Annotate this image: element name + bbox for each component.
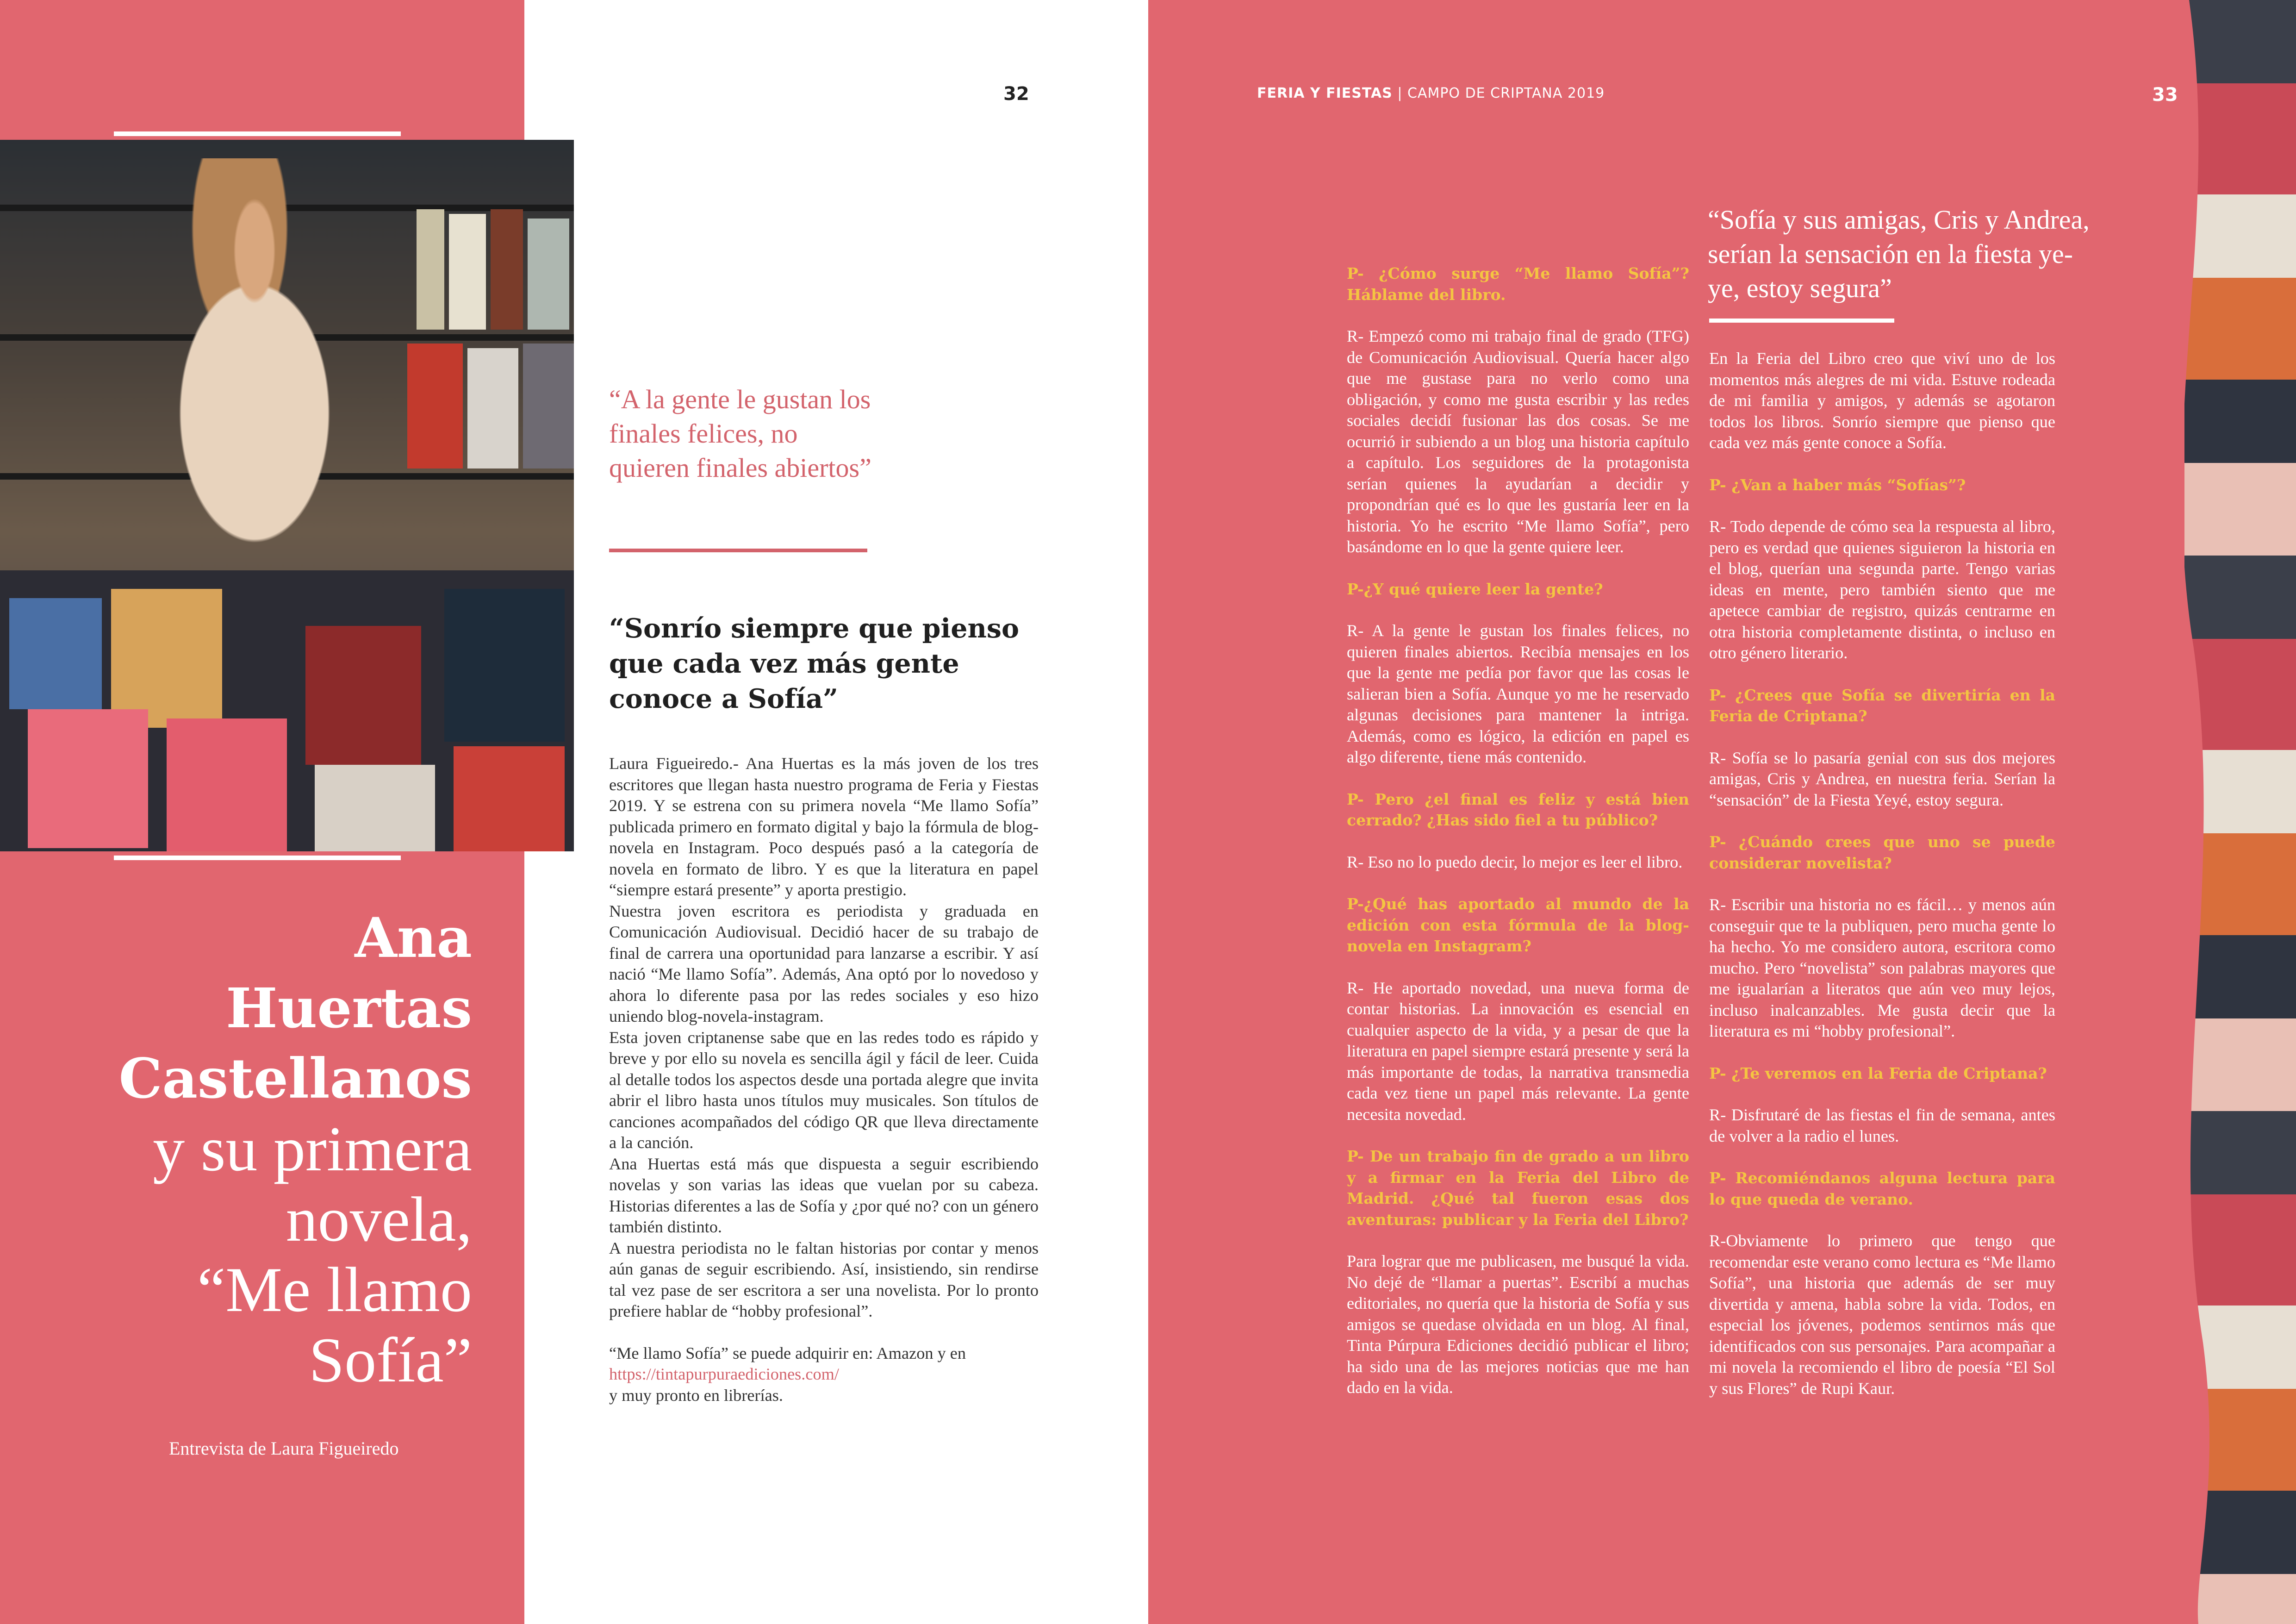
book <box>449 214 486 330</box>
question: P- ¿Te veremos en la Feria de Criptana? <box>1709 1064 2047 1082</box>
title-light-line: “Me llamo <box>197 1254 472 1325</box>
question: P- Recomiéndanos alguna lectura para lo que queda de verano. <box>1709 1169 2055 1208</box>
book <box>491 209 523 330</box>
publisher-link[interactable]: https://tintapurpuraediciones.com/ <box>609 1365 839 1383</box>
body-paragraph: Nuestra joven escritora es periodista y graduada en Comunicación Audiovisual. Decidió hacer de su trabajo de final de carrera una oportunidad para lanzarse a escribir. Y así nació “Me llamo Sofía”. Además, Ana optó por lo novedoso y ahora lo diferente pasa por las redes sociales y eso hizo uniendo blog-novela-instagram. <box>609 901 1039 1025</box>
book <box>467 348 518 468</box>
author-signing-photo <box>0 140 574 851</box>
book <box>454 746 565 851</box>
author-figure <box>106 158 403 621</box>
book <box>167 718 287 851</box>
photo-frame-line <box>114 856 401 860</box>
book <box>315 765 435 851</box>
title-bold-line: Castellanos <box>118 1046 472 1111</box>
answer: R- Empezó como mi trabajo final de grado (TFG) de Comunicación Audiovisual. Quería hacer algo que me gustase para no verlo como una obligación, y como me gusta escribir y las redes sociales decidí fusionar las dos cosas. Se me ocurrió ir subiendo a un blog una historia capítulo a capítulo. Los seguidores de la protagonista serían quienes la ayudarían a decidir y propondrían qué es lo que les gustaría leer en la historia. Yo he escrito “Me llamo Sofía”, pero basándome en lo que la gente quiere leer. <box>1347 327 1689 556</box>
question: P- ¿Cómo surge “Me llamo Sofía”? Háblame del libro. <box>1347 264 1689 304</box>
title-bold-line: Ana <box>355 906 472 970</box>
headline-quote: “Sonrío siempre que pienso que cada vez más gente conoce a Sofía” <box>609 613 1020 714</box>
page-number: 33 <box>2152 84 2178 106</box>
byline: Entrevista de Laura Figueiredo <box>169 1438 399 1459</box>
body-paragraph: Ana Huertas está más que dispuesta a seguir escribiendo novelas y son varias las ideas que vuelan por su cabeza. Historias diferentes a las de Sofía y ¿por qué no? con un género también distinto. <box>609 1154 1039 1236</box>
running-head <box>1257 85 1605 101</box>
answer: R- A la gente le gustan los finales felices, no quieren finales abiertos. Recibía mensajes en los que la gente me pedía por favor que las cosas le salieran bien a Sofía. Aunque yo me he reservado algunas decisiones para mantener la intriga. Además, como es lógico, la edición en papel es algo diferente, tiene más contenido. <box>1347 621 1689 766</box>
answer: R- Eso no lo puedo decir, lo mejor es leer el libro. <box>1347 852 1683 871</box>
pull-quote: “Sofía y sus amigas, Cris y Andrea, serían la sensación en la fiesta ye-ye, estoy segura” <box>1708 205 2090 303</box>
buy-line: “Me llamo Sofía” se puede adquirir en: Amazon y en <box>609 1343 966 1362</box>
question: P-¿Qué has aportado al mundo de la edición con esta fórmula de la blog-novela en Instagram? <box>1347 895 1689 955</box>
photo-frame-line <box>114 131 401 136</box>
answer: R- Todo depende de cómo sea la respuesta al libro, pero es verdad que quienes siguieron la historia en el blog, querían una segunda parte. Tengo varias ideas en mente, pero también siento que me apetece cambiar de registro, quizás centrarme en otra historia completamente distinta, o incluso en otro género literario. <box>1709 517 2055 662</box>
book <box>111 589 222 728</box>
book <box>407 344 463 468</box>
title-light-line: novela, <box>286 1184 472 1255</box>
title-bold-line: Huertas <box>226 976 472 1040</box>
page-number: 32 <box>1003 83 1029 105</box>
body-paragraph: Laura Figueiredo.- Ana Huertas es la más joven de los tres escritores que llegan hasta nuestro programa de Feria y Fiestas 2019. Y se estrena con su primera novela “Me llamo Sofía” publicada primero en formato digital y bajo la fórmula de blog-novela en Instagram. Poco después pasó a la categoría de novela en formato de libro. Y es que la literatura en papel “siempre estará presente” y aporta prestigio. <box>609 754 1039 899</box>
book-table <box>0 570 574 851</box>
answer: R-Obviamente lo primero que tengo que recomendar este verano como lectura es “Me llamo Sofía”, una historia que además de ser muy divertida y amena, habla sobre la vida. Todos, en especial los jóvenes, podemos sentirnos más que identificados con sus personajes. Para acompañar a mi novela la recomiendo el libro de poesía “El Sol y sus Flores” de Rupi Kaur. <box>1709 1231 2055 1398</box>
book <box>305 626 421 765</box>
running-head-rest: | CAMPO DE CRIPTANA 2019 <box>1392 85 1605 101</box>
title-light-line: y su primera <box>153 1113 472 1184</box>
book <box>523 344 574 468</box>
answer: R- He aportado novedad, una nueva forma de contar historias. La innovación es esencial en cualquier aspecto de la vida, y a pesar de que la literatura en papel siempre estará presente y será la más importante de todas, la narrativa transmedia cada vez tiene un papel más relevante. La gente necesita novedad. <box>1347 978 1689 1124</box>
answer: R- Disfrutaré de las fiestas el fin de semana, antes de volver a la radio el lunes. <box>1709 1106 2055 1145</box>
question: P-¿Y qué quiere leer la gente? <box>1347 580 1603 598</box>
title-light-line: Sofía” <box>309 1324 472 1395</box>
question: P- ¿Cuándo crees que uno se puede considerar novelista? <box>1709 833 2055 872</box>
answer: R- Sofía se lo pasaría genial con sus dos mejores amigas, Cris y Andrea, en nuestra feria. Serían la “sensación” de la Fiesta Yeyé, estoy segura. <box>1709 748 2055 809</box>
body-paragraph: A nuestra periodista no le faltan historias por contar y menos aún ganas de seguir escribiendo. Así, insistiendo, sin rendirse tal vez pase de ser escritora a ser una novelista. Por lo pronto prefiere hablar de “hobby profesional”. <box>609 1238 1039 1320</box>
answer: En la Feria del Libro creo que viví uno de los momentos más alegres de mi vida. Estuve rodeada de mi familia y amigos, y además se agotaron todos los libros. Sonrío siempre que pienso que cada vez más gente conoce a Sofía. <box>1709 349 2055 452</box>
running-head-bold: FERIA Y FIESTAS <box>1257 85 1393 101</box>
book <box>9 598 102 709</box>
question: P- De un trabajo fin de grado a un libro y a firmar en la Feria del Libro de Madrid. ¿Qué tal fueron esas dos aventuras: publicar y la Feria del Libro? <box>1347 1147 1689 1229</box>
pull-quote-rule <box>1709 319 1894 323</box>
answer: Para lograr que me publicasen, me busqué la vida. No dejé de “llamar a puertas”. Escribí a muchas editoriales, no quería que la historia de Sofía y sus amigos se quedase olvidada en un blog. Al final, Tinta Púrpura Ediciones decidió publicar el libro; ha sido una de las mejores noticias que me han dado en la vida. <box>1347 1252 1689 1397</box>
book <box>528 219 569 330</box>
question: P- ¿Crees que Sofía se divertiría en la Feria de Criptana? <box>1709 686 2055 725</box>
body-paragraph: Esta joven criptanense sabe que en las redes todo es rápido y breve y por ello su novela es sencilla ágil y fácil de leer. Cuida al detalle todos los aspectos desde una portada alegre que invita abrir el libro hasta unos títulos muy musicales. Son títulos de canciones acompañados del código QR que lleva directamente a la canción. <box>609 1028 1039 1152</box>
article-title <box>56 903 472 1395</box>
question: P- ¿Van a haber más “Sofías”? <box>1709 475 1966 494</box>
article-body <box>609 753 1039 1406</box>
curl-shape <box>2138 0 2209 1624</box>
pull-quote: “A la gente le gustan los finales felices, no quieren finales abiertos” <box>609 384 871 483</box>
answer: R- Escribir una historia no es fácil… y menos aún conseguir que te la publiquen, pero mucha gente lo ha hecho. Yo me considero autora, escritora como mucho. Pero “novelista” son palabras mayores que me igualarían a literatos que aún veo muy lejos, incluso inalcanzables. Me gusta decir que la literatura es mi “hobby profesional”. <box>1709 895 2055 1040</box>
interview-column-1 <box>1347 263 1689 1419</box>
page-curl-edge <box>2138 0 2231 1624</box>
buy-line-end: y muy pronto en librerías. <box>609 1386 783 1405</box>
book <box>444 589 565 742</box>
book <box>417 209 444 330</box>
question: P- Pero ¿el final es feliz y está bien cerrado? ¿Has sido fiel a tu público? <box>1347 790 1689 829</box>
pull-quote-rule <box>609 549 867 552</box>
interview-column-2 <box>1709 348 2055 1420</box>
book <box>28 709 148 848</box>
